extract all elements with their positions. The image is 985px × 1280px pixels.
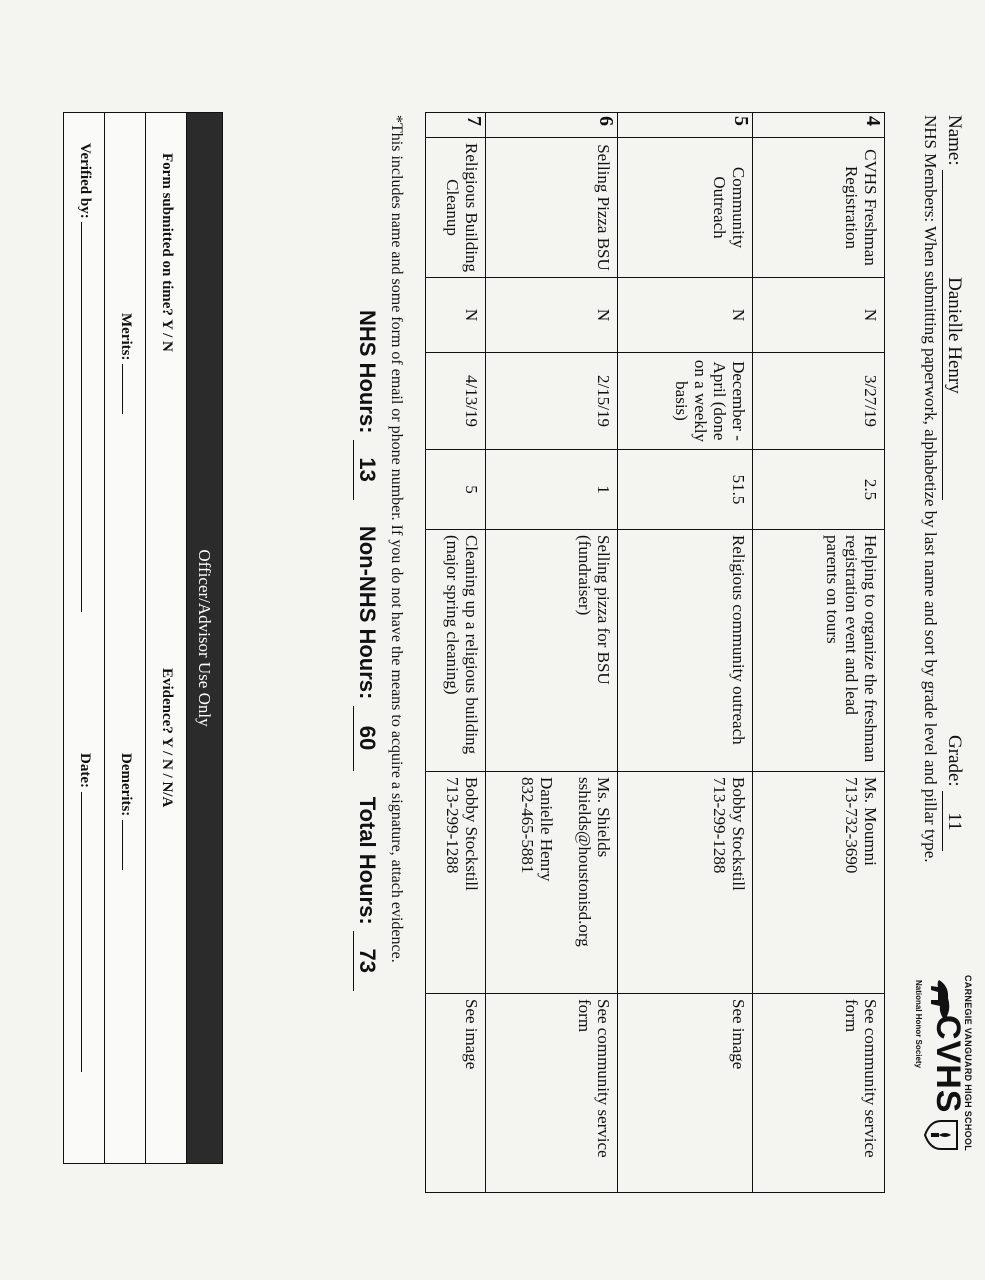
hours-cell: 5 [426, 450, 486, 530]
nhs-flag-cell: N [618, 278, 753, 353]
officer-use-box [63, 112, 223, 1164]
contact-cell: Ms. Moumni 713-732-3690 [753, 772, 885, 994]
event-name-cell: Religious Building Cleanup [426, 138, 486, 278]
footnote: *This includes name and some form of email or phone number. If you do not have the means to acquire a signature, attach evidence. [388, 115, 405, 963]
grade-value: 11 [942, 791, 965, 851]
nhs-flag-cell: N [426, 278, 486, 353]
evidence-cell: See community service form [486, 994, 618, 1193]
event-name-cell: CVHS Freshman Registration [753, 138, 885, 278]
grade-label: Grade: [944, 735, 965, 787]
form-on-time-field: Form submitted on time? Y / N [159, 153, 175, 352]
evidence-cell: See community service form [753, 994, 885, 1193]
row-number: 4 [753, 113, 885, 138]
description-cell: Selling pizza for BSU (fundraiser) [486, 530, 618, 772]
event-name-cell: Community Outreach [618, 138, 753, 278]
description-cell: Helping to organize the freshman registration event and lead parents on tours [753, 530, 885, 772]
date-cell: 3/27/19 [753, 353, 885, 450]
hours-cell: 2.5 [753, 450, 885, 530]
contact-cell: Bobby Stockstill 713-299-1288 [618, 772, 753, 994]
name-label: Name: [944, 115, 965, 166]
total-hours-value: 73 [353, 931, 380, 991]
row-number: 6 [486, 113, 618, 138]
service-log-table [425, 112, 885, 1193]
nhs-emblem-icon [923, 1115, 963, 1155]
officer-box-title: Officer/Advisor Use Only [187, 113, 222, 1163]
merits-field: Merits: [117, 313, 134, 414]
instructions: NHS Members: When submitting paperwork, alphabetize by last name and sort by grade level and pillar type. [921, 115, 940, 863]
table-row [426, 113, 486, 1193]
grade-line [942, 735, 965, 851]
event-name-cell: Selling Pizza BSU [486, 138, 618, 278]
logo-mark: CVHS [929, 1015, 967, 1114]
logo-school-name: CARNEGIE VANGUARD HIGH SCHOOL [963, 975, 973, 1152]
nhs-hours-value: 13 [353, 440, 380, 500]
table-row [618, 113, 753, 1193]
nhs-flag-cell: N [753, 278, 885, 353]
date-cell: 4/13/19 [426, 353, 486, 450]
officer-row-submission [146, 113, 187, 1163]
evidence-field: Evidence? Y / N / N/A [159, 668, 175, 808]
demerits-field: Demerits: [117, 753, 134, 870]
nhs-flag-cell: N [486, 278, 618, 353]
date-field: Date: [76, 753, 93, 1072]
contact-cell: Bobby Stockstill 713-299-1288 [426, 772, 486, 994]
description-cell: Cleaning up a religious building (major spring cleaning) [426, 530, 486, 772]
non-nhs-hours-label: Non-NHS Hours: [355, 525, 380, 700]
row-number: 7 [426, 113, 486, 138]
description-cell: Religious community outreach [618, 530, 753, 772]
total-hours-label: Total Hours: [355, 796, 380, 925]
name-value: Danielle Henry [942, 170, 965, 500]
verified-by-field: Verified by: [76, 143, 93, 612]
date-cell: December -April (done on a weekly basis) [618, 353, 753, 450]
date-cell: 2/15/19 [486, 353, 618, 450]
table-row [486, 113, 618, 1193]
officer-row-verification [64, 113, 105, 1163]
non-nhs-hours-value: 60 [353, 706, 380, 771]
contact-cell: Ms. Shields sshields@houstonisd.org Danielle Henry 832-465-5881 [486, 772, 618, 994]
evidence-cell: See image [426, 994, 486, 1193]
table-row [753, 113, 885, 1193]
hours-summary [353, 310, 380, 991]
row-number: 5 [618, 113, 753, 138]
name-line [942, 115, 965, 500]
nhs-hours-label: NHS Hours: [355, 310, 380, 434]
evidence-cell: See image [618, 994, 753, 1193]
logo-society: National Honor Society [914, 980, 923, 1069]
officer-row-merits [105, 113, 146, 1163]
hours-cell: 51.5 [618, 450, 753, 530]
hours-cell: 1 [486, 450, 618, 530]
school-logo [895, 890, 975, 1180]
